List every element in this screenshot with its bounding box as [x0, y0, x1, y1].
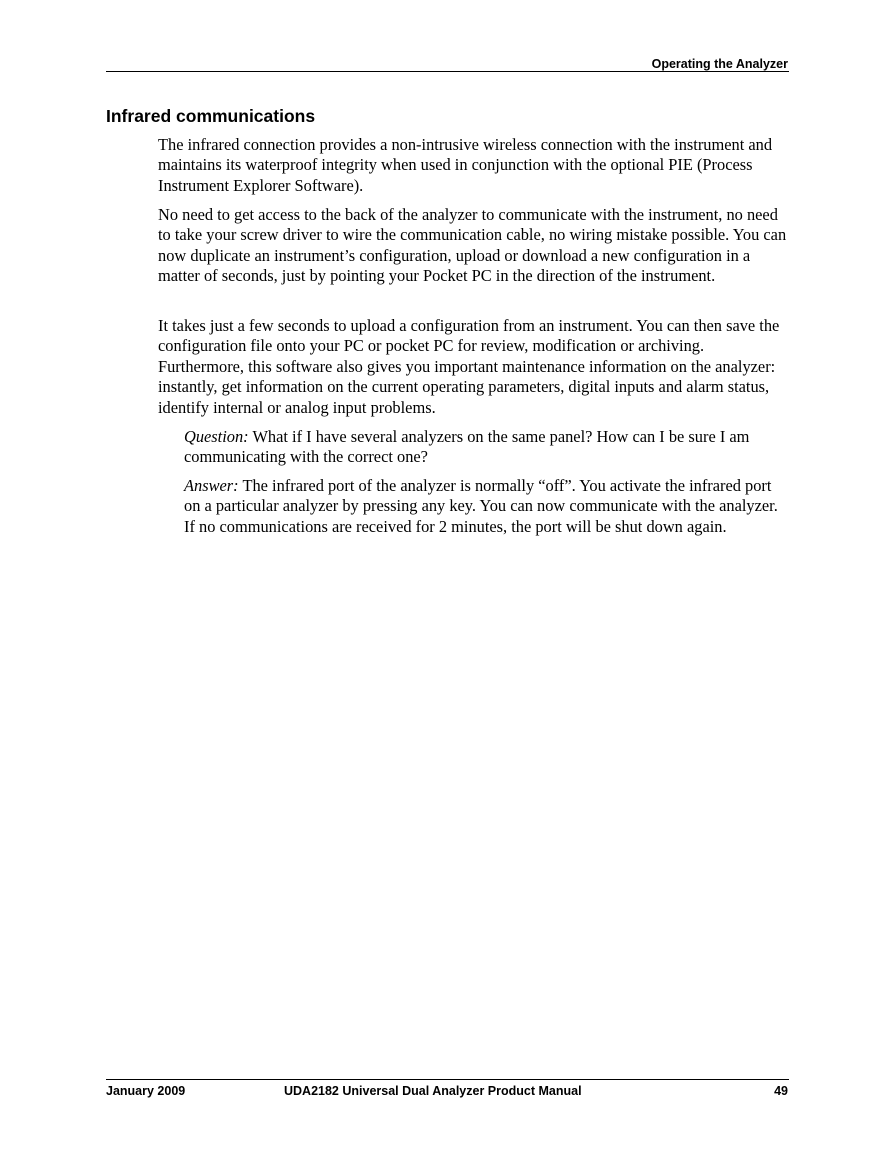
qa-question [184, 427, 788, 468]
question-label: Question: [184, 427, 249, 446]
page-number: 49 [774, 1084, 788, 1098]
header-rule [106, 71, 789, 72]
section-heading: Infrared communications [106, 106, 316, 126]
question-text: What if I have several analyzers on the same panel? How can I be sure I am communicating with the correct one? [184, 427, 750, 467]
running-header: Operating the Analyzer [651, 57, 788, 71]
footer-rule [106, 1079, 789, 1080]
answer-text: The infrared port of the analyzer is normally “off”. You activate the infrared port on a particular analyzer by pressing any key. You can now communicate with the analyzer. If no communications are received for 2 minutes, the port will be shut down again. [184, 476, 778, 536]
paragraph-benefits: No need to get access to the back of the analyzer to communicate with the instrument, no need to take your screw driver to wire the communication cable, no wiring mistake possible. You can now duplicate an instrument’s configuration, upload or download a new configuration in a matter of seconds, just by pointing your Pocket PC in the direction of the instrument. [158, 205, 787, 286]
footer-date: January 2009 [106, 1084, 186, 1098]
paragraph-upload: It takes just a few seconds to upload a configuration from an instrument. You can then save the configuration file onto your PC or pocket PC for review, modification or archiving. Furthermore, this software also gives you important maintenance information on the analyzer: instantly, get information on the current operating parameters, digital inputs and alarm status, identify internal or analog input problems. [158, 316, 780, 417]
paragraph-intro: The infrared connection provides a non-intrusive wireless connection with the instrument and maintains its waterproof integrity when used in conjunction with the optional PIE (Process Instrument Explorer Software). [158, 135, 773, 195]
footer-manual-title: UDA2182 Universal Dual Analyzer Product Manual [284, 1084, 582, 1098]
answer-label: Answer: [184, 476, 239, 495]
qa-answer [184, 476, 788, 537]
